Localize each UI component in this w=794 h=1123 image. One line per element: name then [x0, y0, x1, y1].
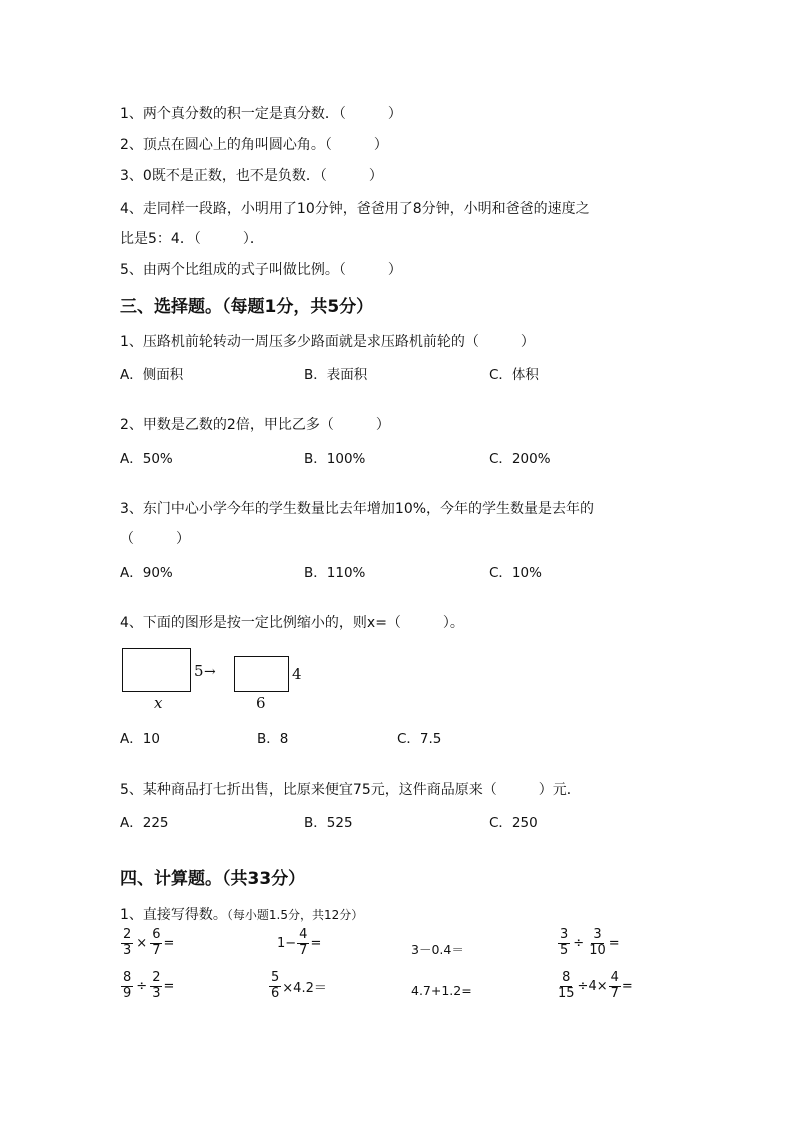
label-x: x [154, 694, 163, 712]
tf-question-3: 3、0既不是正数，也不是负数．（ ） [120, 168, 383, 184]
mc-q4-option-c: C．7.5 [397, 731, 442, 747]
mc-q3-option-a: A．90% [120, 565, 173, 581]
expr-2 [277, 928, 321, 959]
small-rectangle [234, 656, 289, 692]
mc-q4-option-a: A．10 [120, 731, 160, 747]
equals: = [621, 978, 633, 994]
frac-num: 3 [593, 927, 602, 942]
mc-q5-option-c: C．250 [489, 815, 538, 831]
frac-num: 2 [152, 970, 161, 985]
tf-question-4-cont: 比是5：4．（ ）． [120, 231, 264, 247]
large-rectangle [122, 648, 191, 692]
expr-7: 4.7+1.2= [411, 983, 472, 998]
calc-question-1 [120, 904, 363, 924]
calc-q1-note: （每小题1.5分，共12分） [226, 908, 364, 922]
mc-q1-option-b: B．表面积 [304, 367, 368, 383]
equals: = [608, 935, 620, 951]
middle: ÷4× [577, 978, 608, 994]
operator: × [136, 935, 148, 951]
frac-num: 5 [271, 970, 280, 985]
mc-q1-option-c: C．体积 [489, 367, 539, 383]
suffix: ×4.2＝ [282, 980, 327, 996]
frac-num: 3 [560, 927, 569, 942]
mc-q2-option-a: A．50% [120, 451, 173, 467]
frac-num: 6 [152, 927, 161, 942]
arrow-icon: → [204, 664, 216, 680]
mc-question-1: 1、压路机前轮转动一周压多少路面就是求压路机前轮的（ ） [120, 334, 535, 350]
section-3-title: 三、选择题。（每题1分，共5分） [120, 297, 374, 317]
mc-q3-option-c: C．10% [489, 565, 542, 581]
frac-den: 6 [271, 985, 280, 1001]
prefix: 1− [277, 935, 297, 951]
expr-3: 3－0.4＝ [411, 942, 464, 957]
tf-question-5: 5、由两个比组成的式子叫做比例。（ ） [120, 262, 402, 278]
expr-1 [120, 928, 174, 959]
mc-q1-option-a: A．侧面积 [120, 367, 184, 383]
mc-q2-option-c: C．200% [489, 451, 551, 467]
frac-den: 3 [152, 985, 161, 1001]
frac-num: 2 [123, 927, 132, 942]
expr-8 [555, 971, 633, 1002]
mc-question-3-cont: （ ） [120, 531, 190, 547]
mc-q5-option-a: A．225 [120, 815, 169, 831]
expr-5 [120, 971, 174, 1002]
mc-q3-option-b: B．110% [304, 565, 366, 581]
tf-question-2: 2、顶点在圆心上的角叫圆心角。（ ） [120, 137, 388, 153]
operator: ÷ [573, 935, 585, 951]
frac-den: 7 [299, 942, 308, 958]
frac-den: 7 [610, 985, 619, 1001]
mc-question-5: 5、某种商品打七折出售，比原来便宜75元，这件商品原来（ ）元． [120, 782, 581, 798]
section-4-title: 四、计算题。（共33分） [120, 869, 306, 889]
mc-question-3: 3、东门中心小学今年的学生数量比去年增加10%，今年的学生数量是去年的 [120, 501, 595, 517]
frac-num: 8 [562, 970, 571, 985]
equals: = [310, 935, 322, 951]
frac-den: 10 [589, 942, 606, 958]
frac-den: 9 [123, 985, 132, 1001]
frac-den: 7 [152, 942, 161, 958]
frac-num: 4 [299, 927, 308, 942]
expr-4 [557, 928, 620, 959]
expr-6 [268, 971, 327, 1002]
calc-q1-stem: 1、直接写得数。 [120, 907, 227, 923]
mc-question-4: 4、下面的图形是按一定比例缩小的，则x=（ ）。 [120, 615, 464, 631]
frac-den: 5 [560, 942, 569, 958]
tf-question-4: 4、走同样一段路，小明用了10分钟，爸爸用了8分钟，小明和爸爸的速度之 [120, 201, 590, 217]
mc-q2-option-b: B．100% [304, 451, 366, 467]
operator: ÷ [136, 978, 148, 994]
equals: = [163, 935, 175, 951]
label-5: 5 [194, 662, 204, 680]
mc-q5-option-b: B．525 [304, 815, 353, 831]
label-6: 6 [256, 694, 266, 712]
frac-den: 3 [123, 942, 132, 958]
mc-q4-option-b: B．8 [257, 731, 289, 747]
equals: = [163, 978, 175, 994]
frac-den: 15 [558, 985, 575, 1001]
mc-question-2: 2、甲数是乙数的2倍，甲比乙多（ ） [120, 417, 390, 433]
tf-question-1: 1、两个真分数的积一定是真分数．（ ） [120, 106, 402, 122]
label-4: 4 [292, 665, 302, 683]
frac-num: 8 [123, 970, 132, 985]
frac-num: 4 [610, 970, 619, 985]
